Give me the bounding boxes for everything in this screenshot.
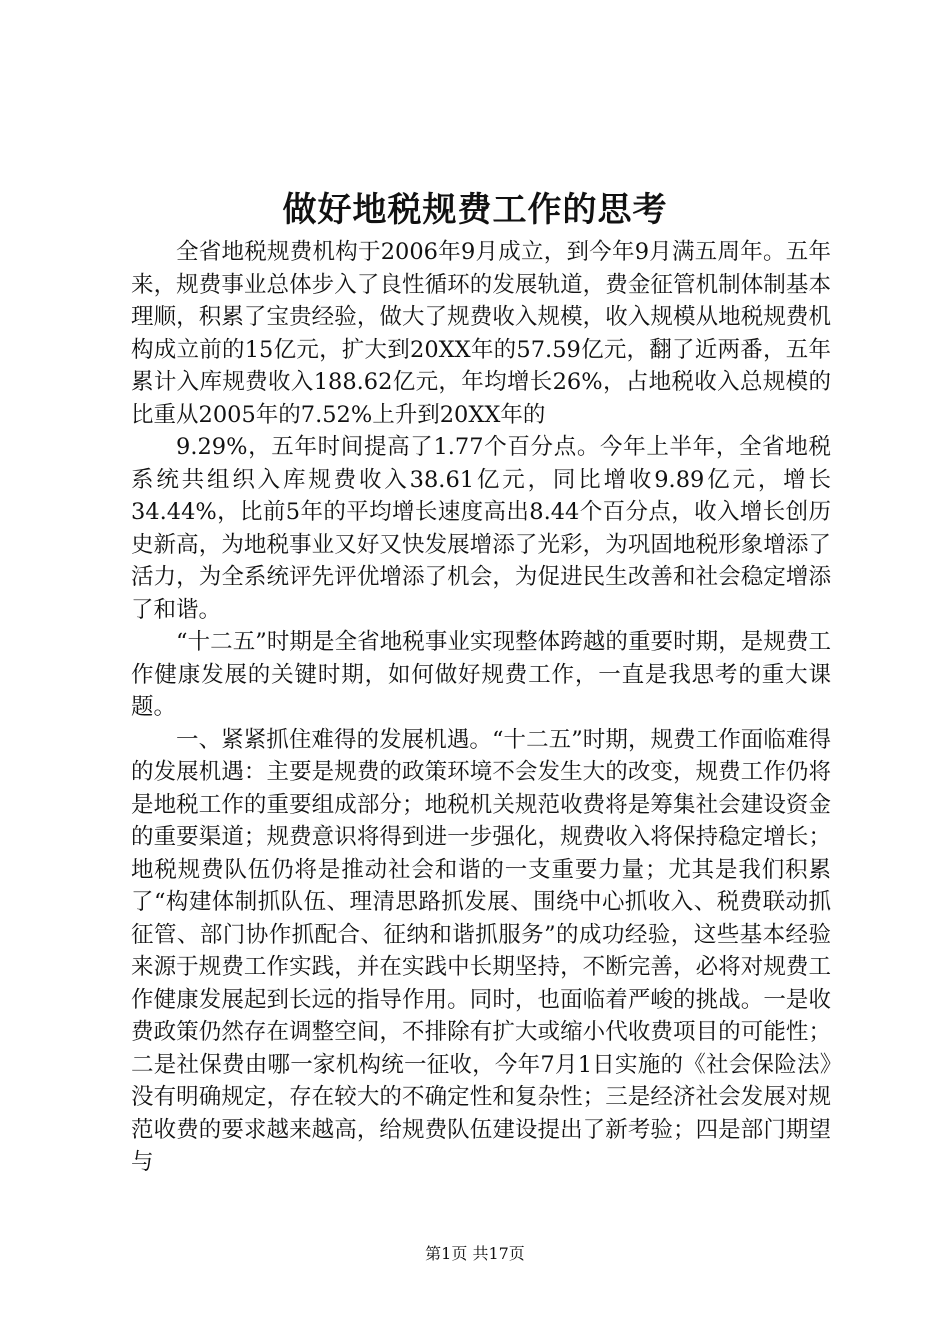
paragraph: “十二五”时期是全省地税事业实现整体跨越的重要时期，是规费工作健康发展的关键时期，如何做好规费工作，一直是我思考的重大课题。 (131, 629, 831, 720)
paragraph: 9.29%，五年时间提高了1.77个百分点。今年上半年，全省地税系统共组织入库规费收入38.61亿元，同比增收9.89亿元，增长34.44%，比前5年的平均增长速度高出8.44个百分点，收入增长创历史新高，为地税事业又好又快发展增添了光彩，为巩固地税形象增添了活力，为全系统评先评优增添了机会，为促进民生改善和社会稳定增添了和谐。 (131, 434, 831, 623)
page-number-footer: 第1页 共17页 (425, 1244, 525, 1263)
document-body (131, 236, 831, 1179)
paragraph: 全省地税规费机构于2006年9月成立，到今年9月满五周年。五年来，规费事业总体步入了良性循环的发展轨道，费金征管机制体制基本理顺，积累了宝贵经验，做大了规费收入规模，收入规模从地税规费机构成立前的15亿元，扩大到20XX年的57.59亿元，翻了近两番，五年累计入库规费收入188.62亿元，年均增长26%，占地税收入总规模的比重从2005年的7.52%上升到20XX年的 (131, 239, 831, 428)
paragraph: 一、紧紧抓住难得的发展机遇。“十二五”时期，规费工作面临难得的发展机遇：主要是规费的政策环境不会发生大的改变，规费工作仍将是地税工作的重要组成部分；地税机关规范收费将是筹集社会建设资金的重要渠道；规费意识将得到进一步强化，规费收入将保持稳定增长；地税规费队伍仍将是推动社会和谐的一支重要力量；尤其是我们积累了“构建体制抓队伍、理清思路抓发展、围绕中心抓收入、税费联动抓征管、部门协作抓配合、征纳和谐抓服务”的成功经验，这些基本经验来源于规费工作实践，并在实践中长期坚持，不断完善，必将对规费工作健康发展起到长远的指导作用。同时，也面临着严峻的挑战。一是收费政策仍然存在调整空间，不排除有扩大或缩小代收费项目的可能性；二是社保费由哪一家机构统一征收，今年7月1日实施的《社会保险法》没有明确规定，存在较大的不确定性和复杂性；三是经济社会发展对规范收费的要求越来越高，给规费队伍建设提出了新考验；四是部门期望与 (131, 726, 831, 1175)
document-title: 做好地税规费工作的思考 (282, 190, 668, 230)
